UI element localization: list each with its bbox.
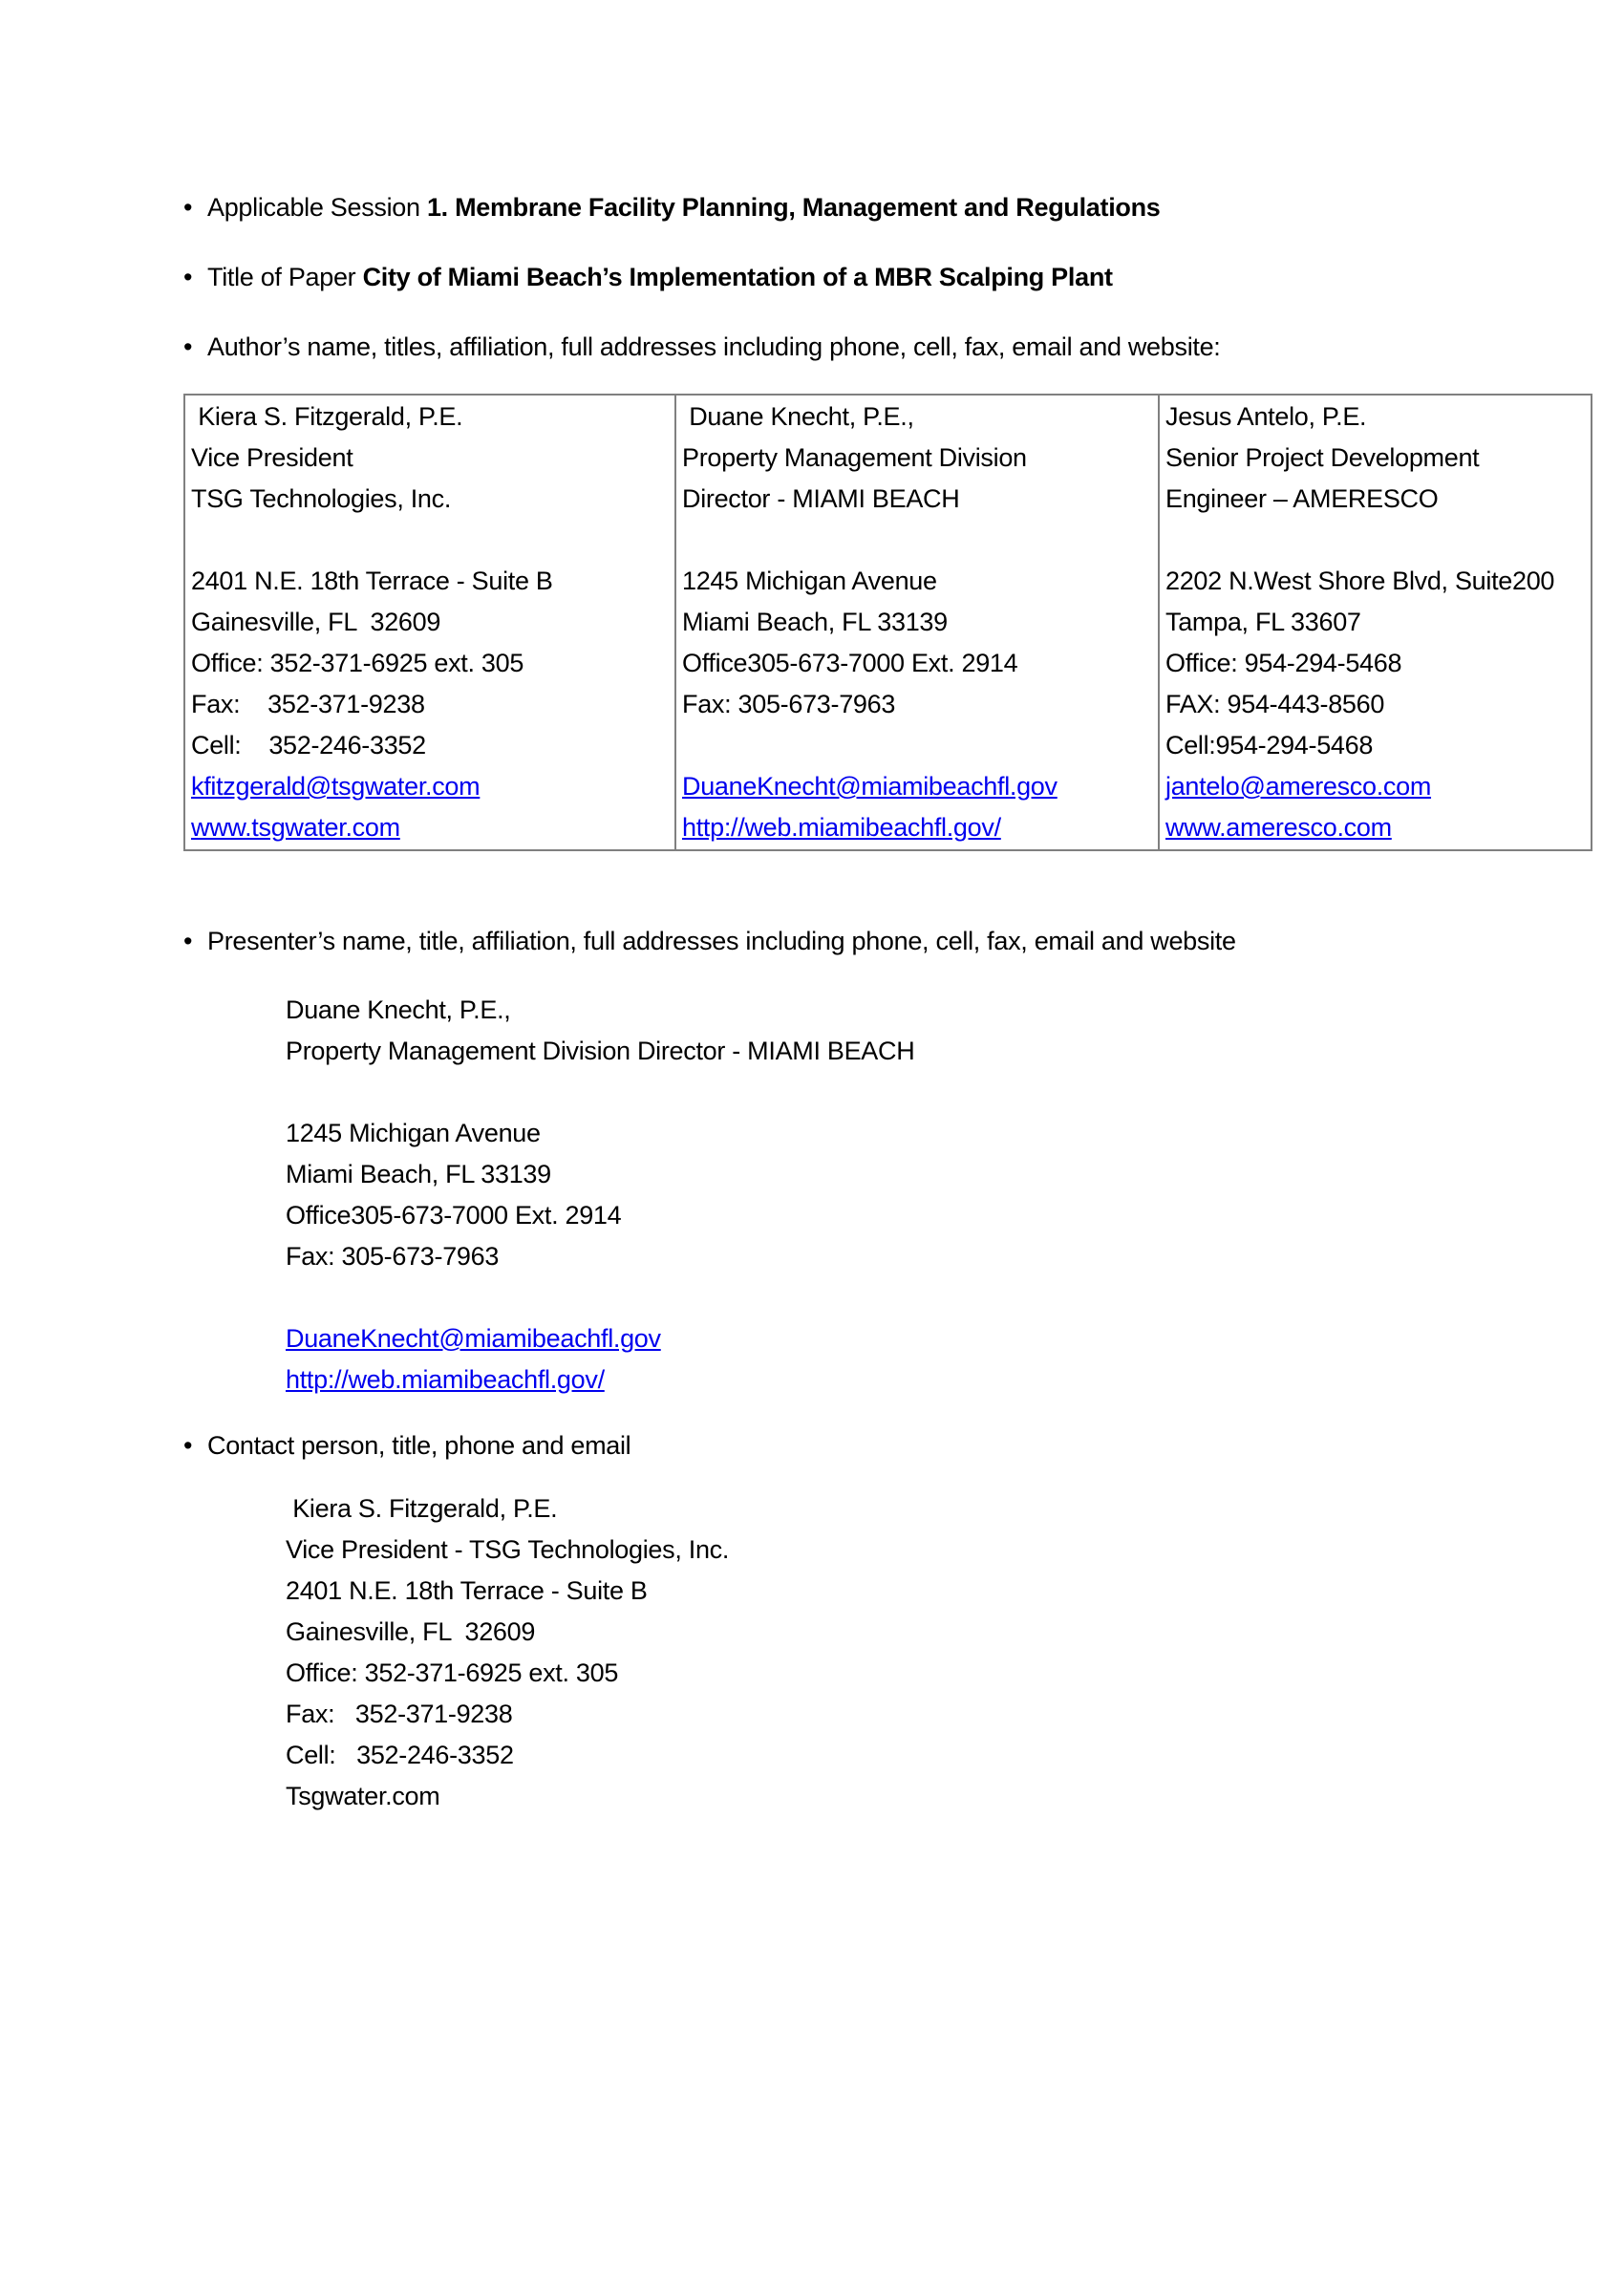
blank-line	[1165, 520, 1585, 561]
bullet-presenter-heading	[183, 921, 1624, 962]
author-title: Property Management Division	[682, 443, 1027, 472]
author-cell-antelo	[1159, 395, 1592, 850]
presenter-email-link[interactable]: DuaneKnecht@miamibeachfl.gov	[286, 1324, 661, 1353]
contact-name: Kiera S. Fitzgerald, P.E.	[286, 1494, 558, 1523]
author-office-phone: Office: 954-294-5468	[1165, 649, 1402, 677]
contact-website: Tsgwater.com	[286, 1782, 440, 1810]
bullet-contact-heading	[183, 1425, 1624, 1466]
author-email-link[interactable]: kfitzgerald@tsgwater.com	[191, 772, 481, 801]
blank-line	[682, 520, 1152, 561]
authors-heading-text: Author’s name, titles, affiliation, full addresses including phone, cell, fax, email and website:	[207, 332, 1221, 361]
bullet-icon: •	[183, 332, 193, 361]
author-name: Kiera S. Fitzgerald, P.E.	[191, 402, 463, 431]
applicable-session-value: 1. Membrane Facility Planning, Management and Regulations	[426, 193, 1161, 222]
authors-table	[183, 394, 1592, 851]
author-affiliation: Engineer – AMERESCO	[1165, 484, 1439, 513]
contact-title: Vice President - TSG Technologies, Inc.	[286, 1535, 730, 1564]
presenter-address-street: 1245 Michigan Avenue	[286, 1119, 541, 1147]
author-cell-knecht	[675, 395, 1159, 850]
bullet-authors-heading	[183, 327, 1624, 368]
presenter-fax: Fax: 305-673-7963	[286, 1242, 500, 1271]
presenter-address-city: Miami Beach, FL 33139	[286, 1160, 551, 1188]
author-address-city: Tampa, FL 33607	[1165, 608, 1361, 636]
author-fax: Fax: 305-673-7963	[682, 690, 896, 718]
presenter-heading-text: Presenter’s name, title, affiliation, full addresses including phone, cell, fax, email and website	[207, 927, 1236, 955]
author-fax: Fax: 352-371-9238	[191, 690, 425, 718]
author-title: Senior Project Development	[1165, 443, 1480, 472]
author-address-city: Gainesville, FL 32609	[191, 608, 441, 636]
presenter-office-phone: Office305-673-7000 Ext. 2914	[286, 1201, 622, 1230]
blank-line	[286, 1277, 1624, 1318]
contact-fax: Fax: 352-371-9238	[286, 1700, 513, 1728]
author-affiliation: TSG Technologies, Inc.	[191, 484, 452, 513]
contact-address-city: Gainesville, FL 32609	[286, 1617, 536, 1646]
paper-title-value: City of Miami Beach’s Implementation of a MBR Scalping Plant	[362, 263, 1113, 291]
authors-table-row	[184, 395, 1592, 850]
author-email-link[interactable]: jantelo@ameresco.com	[1165, 772, 1432, 801]
author-affiliation: Director - MIAMI BEACH	[682, 484, 960, 513]
author-address-street: 2202 N.West Shore Blvd, Suite200	[1165, 567, 1555, 595]
author-title: Vice President	[191, 443, 353, 472]
author-website-link[interactable]: http://web.miamibeachfl.gov/	[682, 813, 1001, 842]
bullet-icon: •	[183, 193, 193, 222]
contact-address-street: 2401 N.E. 18th Terrace - Suite B	[286, 1576, 648, 1605]
presenter-website-link[interactable]: http://web.miamibeachfl.gov/	[286, 1365, 605, 1394]
paper-title-label: Title of Paper	[207, 263, 363, 291]
bullet-applicable-session	[183, 187, 1624, 228]
blank-line	[191, 520, 669, 561]
bullet-icon: •	[183, 927, 193, 955]
author-cell-phone: Cell: 352-246-3352	[191, 731, 426, 759]
author-website-link[interactable]: www.tsgwater.com	[191, 813, 400, 842]
author-website-link[interactable]: www.ameresco.com	[1165, 813, 1392, 842]
author-name: Duane Knecht, P.E.,	[682, 402, 914, 431]
contact-heading-text: Contact person, title, phone and email	[207, 1431, 631, 1460]
author-address-city: Miami Beach, FL 33139	[682, 608, 948, 636]
author-name: Jesus Antelo, P.E.	[1165, 402, 1367, 431]
presenter-name: Duane Knecht, P.E.,	[286, 995, 511, 1024]
author-cell-phone: Cell:954-294-5468	[1165, 731, 1374, 759]
bullet-icon: •	[183, 1431, 193, 1460]
author-cell-fitzgerald	[184, 395, 675, 850]
presenter-title: Property Management Division Director - MIAMI BEACH	[286, 1037, 915, 1065]
bullet-icon: •	[183, 263, 193, 291]
contact-office-phone: Office: 352-371-6925 ext. 305	[286, 1658, 619, 1687]
applicable-session-label: Applicable Session	[207, 193, 427, 222]
contact-block	[286, 1488, 1624, 1817]
author-email-link[interactable]: DuaneKnecht@miamibeachfl.gov	[682, 772, 1058, 801]
blank-line	[286, 1072, 1624, 1113]
presenter-block	[286, 990, 1624, 1401]
blank-line	[682, 725, 1152, 766]
author-address-street: 2401 N.E. 18th Terrace - Suite B	[191, 567, 553, 595]
author-address-street: 1245 Michigan Avenue	[682, 567, 937, 595]
author-office-phone: Office305-673-7000 Ext. 2914	[682, 649, 1018, 677]
author-office-phone: Office: 352-371-6925 ext. 305	[191, 649, 524, 677]
contact-cell-phone: Cell: 352-246-3352	[286, 1741, 514, 1769]
bullet-paper-title	[183, 257, 1624, 298]
author-fax: FAX: 954-443-8560	[1165, 690, 1385, 718]
document-page	[0, 187, 1624, 2289]
